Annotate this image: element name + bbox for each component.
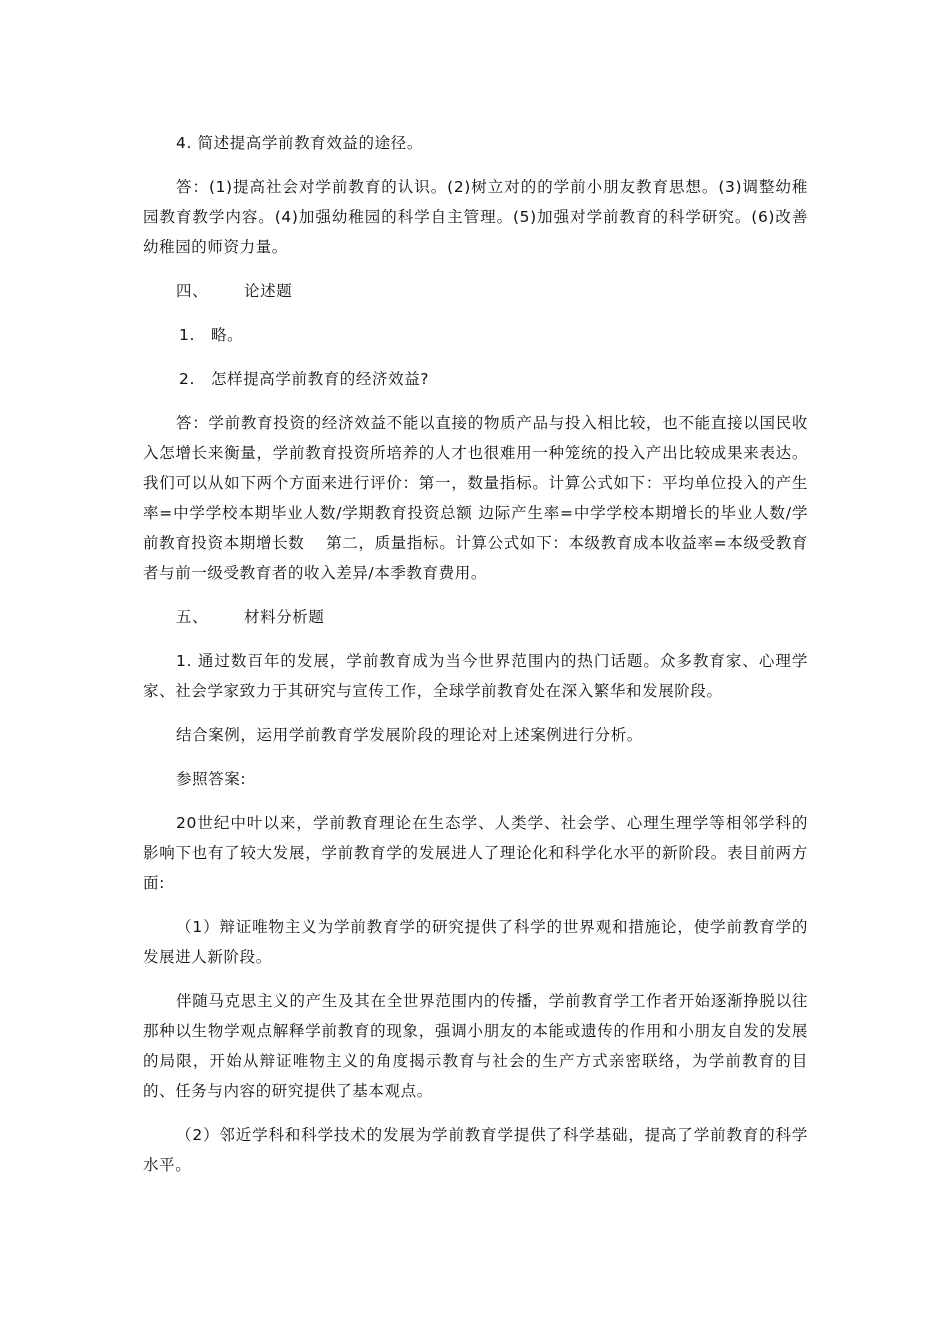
section-4-answer: 答：学前教育投资的经济效益不能以直接的物质产品与投入相比较，也不能直接以国民收入怎增长来衡量，学前教育投资所培养的人才也很难用一种笼统的投入产出比较成果来表达。我们可以从如下两个方面来进行评价：第一，数量指标。计算公式如下：平均单位投入的产生率=中学学校本期毕业人数/学期教育投资总额 边际产生率=中学学校本期增长的毕业人数/学前教育投资本期增长数 第二，质量指标。计算公式如下：本级教育成本收益率=本级受教育者与前一级受教育者的收入差异/本季教育费用。 <box>143 414 808 582</box>
section-4-item-2-text: 怎样提高学前教育的经济效益? <box>211 370 430 388</box>
section-5-title: 材料分析题 <box>244 608 325 626</box>
section-4-item-1-text: 略。 <box>211 326 244 344</box>
section-4-item-2-number: 2. <box>179 370 195 388</box>
question-4-answer: 答：(1)提高社会对学前教育的认识。(2)树立对的的学前小朋友教育思想。(3)调整幼稚园教育教学内容。(4)加强幼稚园的科学自主管理。(5)加强对学前教育的科学研究。(6)改善幼稚园的师资力量。 <box>143 178 808 256</box>
section-5-material: 1. 通过数百年的发展，学前教育成为当今世界范围内的热门话题。众多教育家、心理学家、社会学家致力于其研究与宣传工作，全球学前教育处在深入繁华和发展阶段。 <box>143 652 808 700</box>
document-body <box>143 128 808 1194</box>
section-4-item-1 <box>143 320 808 350</box>
section-5-heading <box>143 602 808 632</box>
section-4-title: 论述题 <box>244 282 293 300</box>
reference-answer-paragraph-2: （1）辩证唯物主义为学前教育学的研究提供了科学的世界观和措施论，使学前教育学的发展进人新阶段。 <box>143 918 808 966</box>
section-5-prompt: 结合案例，运用学前教育学发展阶段的理论对上述案例进行分析。 <box>176 726 643 744</box>
reference-answer-label: 参照答案: <box>176 770 247 788</box>
reference-answer-paragraph-4: （2）邻近学科和科学技术的发展为学前教育学提供了科学基础，提高了学前教育的科学水平。 <box>143 1126 808 1174</box>
section-5-number: 五、 <box>176 608 209 626</box>
section-4-heading <box>143 276 808 306</box>
question-4-title: 4. 简述提高学前教育效益的途径。 <box>176 134 423 152</box>
section-4-item-1-number: 1. <box>179 326 195 344</box>
section-4-number: 四、 <box>176 282 209 300</box>
reference-answer-paragraph-3: 伴随马克思主义的产生及其在全世界范围内的传播，学前教育学工作者开始逐渐挣脱以往那种以生物学观点解释学前教育的现象，强调小朋友的本能或遗传的作用和小朋友自发的发展的局限，开始从辩证唯物主义的角度揭示教育与社会的生产方式亲密联络，为学前教育的目的、任务与内容的研究提供了基本观点。 <box>143 992 808 1100</box>
section-4-item-2 <box>143 364 808 394</box>
reference-answer-paragraph-1: 20世纪中叶以来，学前教育理论在生态学、人类学、社会学、心理生理学等相邻学科的影响下也有了较大发展，学前教育学的发展进人了理论化和科学化水平的新阶段。表目前两方面: <box>143 814 808 892</box>
